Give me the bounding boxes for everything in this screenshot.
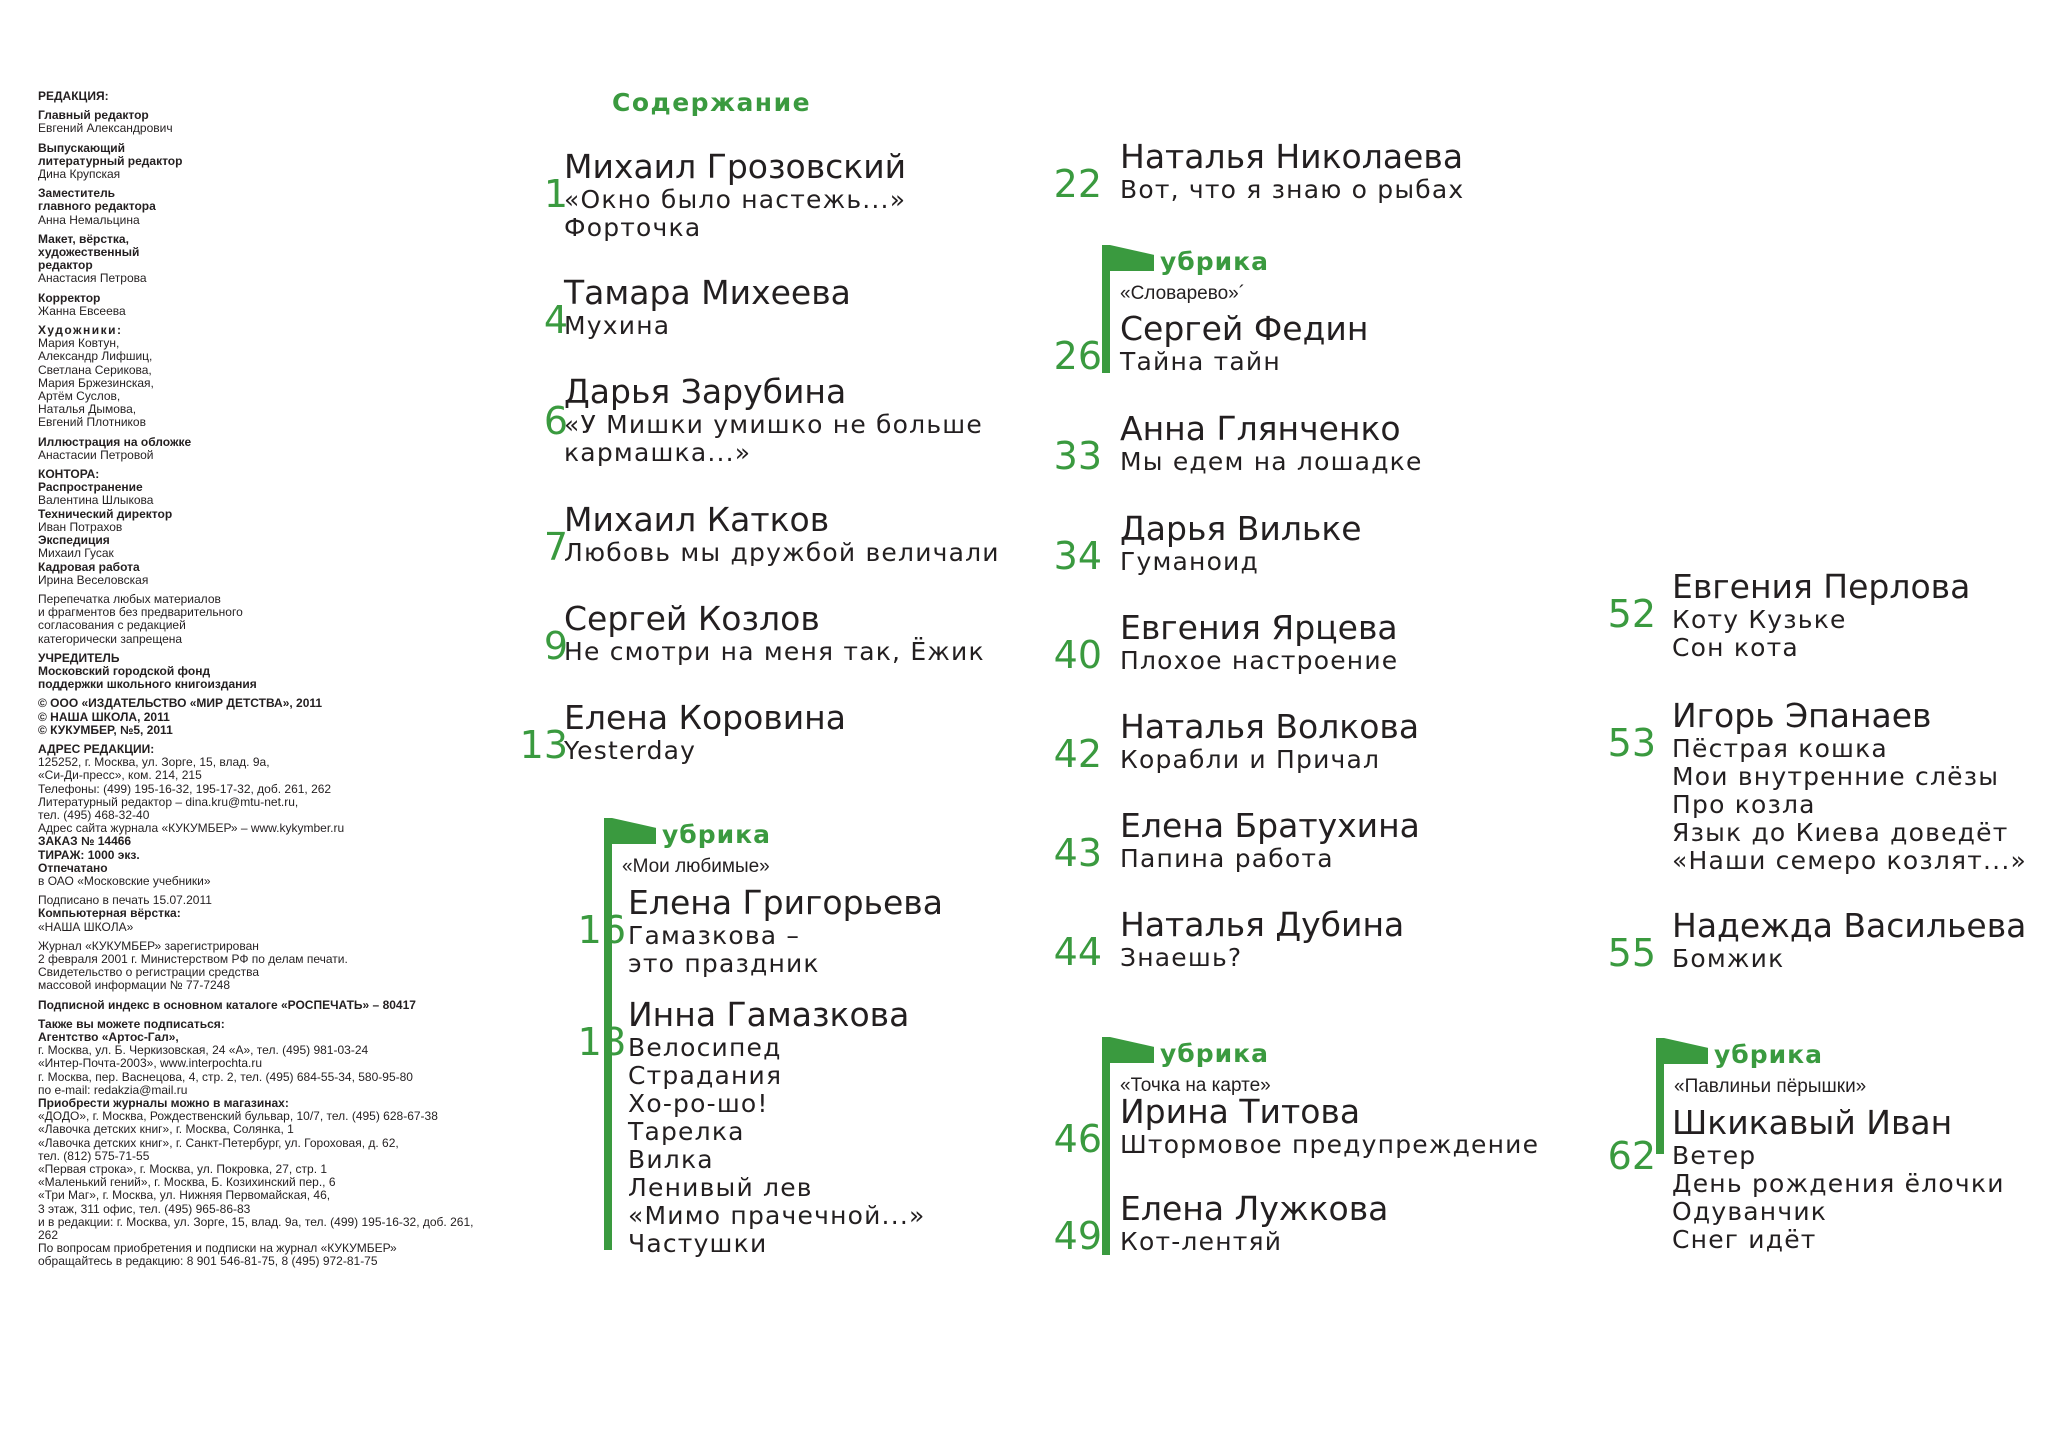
author-name: Наталья Волкова <box>1120 707 1420 746</box>
work-title: Корабли и Причал <box>1120 745 1381 774</box>
imprint-line: Адрес сайта журнала «КУКУМБЕР» – www.kykymber.ru <box>38 821 345 836</box>
page-number: 49 <box>1053 1214 1102 1258</box>
imprint-line: Перепечатка любых материалов <box>38 591 221 606</box>
imprint-line: г. Москва, пер. Васнецова, 4, стр. 2, тел. (495) 684-55-34, 580-95-80 <box>38 1069 413 1084</box>
work-title: Штормовое предупреждение <box>1120 1130 1540 1159</box>
page-number: 40 <box>1053 633 1102 677</box>
imprint-heading: Московский городской фонд <box>38 663 211 678</box>
page-number: 52 <box>1607 592 1656 636</box>
flag-pole <box>1656 1038 1664 1154</box>
work-title: Плохое настроение <box>1120 646 1399 675</box>
author-name: Наталья Дубина <box>1120 905 1405 944</box>
work-title: Знаешь? <box>1120 943 1243 972</box>
work-title: Мы едем на лошадке <box>1120 447 1423 476</box>
work-title: кармашка...» <box>564 438 752 467</box>
author-name: Инна Гамазкова <box>628 995 910 1034</box>
page-number: 9 <box>543 624 568 668</box>
page-number: 33 <box>1053 434 1102 478</box>
imprint-line: и фрагментов без предварительного <box>38 605 243 620</box>
page-number: 16 <box>577 908 626 952</box>
author-name: Елена Григорьева <box>628 883 943 922</box>
imprint-heading: главного редактора <box>38 199 156 214</box>
author-name: Дарья Вильке <box>1120 509 1362 548</box>
flag-pole <box>1102 245 1110 373</box>
author-name: Сергей Козлов <box>564 599 820 638</box>
imprint-line: «Интер-Почта-2003», www.interpochta.ru <box>38 1056 263 1071</box>
imprint-block <box>38 436 528 462</box>
page-number: 18 <box>577 1020 626 1064</box>
imprint-block <box>38 324 528 430</box>
imprint-line: Анастасии Петровой <box>38 447 154 462</box>
page-number: 22 <box>1053 162 1102 206</box>
work-title: Хо-ро-шо! <box>628 1089 769 1118</box>
imprint-line: Анастасия Петрова <box>38 271 147 286</box>
imprint-line: 262 <box>38 1228 59 1243</box>
author-name: Шкикавый Иван <box>1672 1103 1953 1142</box>
author-name: Надежда Васильева <box>1672 906 2027 945</box>
work-title: Ветер <box>1672 1141 1757 1170</box>
imprint-line: обращайтесь в редакцию: 8 901 546-81-75, 8 (495) 972-81-75 <box>38 1254 378 1269</box>
imprint-line: Наталья Дымова, <box>38 402 137 417</box>
imprint-line: Дина Крупская <box>38 167 121 182</box>
imprint-line: согласования с редакцией <box>38 618 186 633</box>
imprint-line: «ДОДО», г. Москва, Рождественский бульвар, 10/7, тел. (495) 628-67-38 <box>38 1109 438 1124</box>
author-name: Михаил Грозовский <box>564 147 907 186</box>
imprint-line: Евгений Александрович <box>38 121 173 136</box>
author-name: Наталья Николаева <box>1120 137 1464 176</box>
rubric-label: убрика <box>1160 247 1270 276</box>
imprint-line: «Лавочка детских книг», г. Санкт-Петербург, ул. Гороховая, д. 62, <box>38 1135 399 1150</box>
work-title: Тайна тайн <box>1120 347 1281 376</box>
imprint-line: Свидетельство о регистрации средства <box>38 965 260 980</box>
imprint-line: по e-mail: redakzia@mail.ru <box>38 1082 188 1097</box>
page-number: 26 <box>1053 334 1102 378</box>
imprint-line: Телефоны: (499) 195-16-32, 195-17-32, доб. 261, 262 <box>38 781 332 796</box>
imprint-line: категорически запрещена <box>38 631 183 646</box>
imprint-heading: © КУКУМБЕР, №5, 2011 <box>38 722 173 737</box>
imprint-line: 125252, г. Москва, ул. Зорге, 15, влад. 9а, <box>38 755 270 770</box>
imprint-heading: Экспедиция <box>38 533 110 548</box>
imprint-line: «Три Маг», г. Москва, ул. Нижняя Первомайская, 46, <box>38 1188 331 1203</box>
author-name: Сергей Федин <box>1120 309 1369 348</box>
work-title: Вот, что я знаю о рыбах <box>1120 175 1465 204</box>
imprint-line: Анна Немальцина <box>38 212 140 227</box>
imprint-heading: Заместитель <box>38 186 116 201</box>
imprint-block <box>38 90 528 103</box>
work-title: Язык до Киева доведёт <box>1672 818 2009 847</box>
author-name: Игорь Эпанаев <box>1672 696 1932 735</box>
work-title: Велосипед <box>628 1033 782 1062</box>
rubric-name: «Точка на карте» <box>1120 1075 1271 1096</box>
author-name: Тамара Михеева <box>564 273 851 312</box>
imprint-line: По вопросам приобретения и подписки на журнал «КУКУМБЕР» <box>38 1241 397 1256</box>
imprint-block <box>38 697 528 737</box>
imprint-heading: Отпечатано <box>38 860 108 875</box>
page-number: 62 <box>1607 1134 1656 1178</box>
imprint-line: «Первая строка», г. Москва, ул. Покровка, 27, стр. 1 <box>38 1162 328 1177</box>
work-title: «Мимо прачечной...» <box>628 1201 926 1230</box>
page-number: 55 <box>1607 931 1656 975</box>
flag-icon <box>1110 1037 1154 1063</box>
page-number: 34 <box>1053 534 1102 578</box>
imprint-line: и в редакции: г. Москва, ул. Зорге, 15, влад. 9а, тел. (499) 195-16-32, доб. 261, <box>38 1214 474 1229</box>
flag-icon <box>612 818 656 844</box>
flag-pole <box>1102 1037 1110 1255</box>
work-title: Любовь мы дружбой величали <box>564 538 1000 567</box>
author-name: Елена Лужкова <box>1120 1189 1389 1228</box>
rubric-label: убрика <box>1714 1040 1824 1069</box>
work-title: Мои внутренние слёзы <box>1672 762 2000 791</box>
page-number: 43 <box>1053 831 1102 875</box>
imprint-heading: Технический директор <box>38 506 173 521</box>
work-title: Кот-лентяй <box>1120 1227 1283 1256</box>
page-number: 1 <box>543 172 568 216</box>
imprint-block <box>38 468 528 587</box>
work-title: Снег идёт <box>1672 1225 1817 1254</box>
imprint-line: Мария Ковтун, <box>38 336 120 351</box>
imprint-column <box>38 90 528 1275</box>
imprint-line: «Си-Ди-пресс», ком. 214, 215 <box>38 768 202 783</box>
page-number: 4 <box>543 298 568 342</box>
imprint-line: 3 этаж, 311 офис, тел. (495) 965-86-83 <box>38 1201 251 1216</box>
imprint-block <box>38 292 528 318</box>
work-title: Про козла <box>1672 790 1816 819</box>
page-number: 42 <box>1053 732 1102 776</box>
work-title: «Наши семеро козлят...» <box>1672 846 2027 875</box>
imprint-heading: ТИРАЖ: 1000 экз. <box>38 847 140 862</box>
imprint-line: «НАША ШКОЛА» <box>38 919 134 934</box>
contents-title: Содержание <box>612 88 812 117</box>
work-title: «Окно было настежь...» <box>564 185 907 214</box>
work-title: Форточка <box>564 213 702 242</box>
imprint-block <box>38 999 528 1012</box>
work-title: Пёстрая кошка <box>1672 734 1888 763</box>
author-name: Елена Коровина <box>564 698 846 737</box>
work-title: Частушки <box>628 1229 768 1258</box>
imprint-heading: ЗАКАЗ № 14466 <box>38 834 132 849</box>
imprint-line: Михаил Гусак <box>38 546 114 561</box>
imprint-line: Александр Лифшиц, <box>38 349 153 364</box>
imprint-line: в ОАО «Московские учебники» <box>38 873 211 888</box>
imprint-heading: художественный <box>38 245 140 260</box>
imprint-heading: Выпускающий <box>38 140 126 155</box>
work-title: это праздник <box>628 949 820 978</box>
imprint-block <box>38 142 528 182</box>
imprint-heading: Главный редактор <box>38 108 149 123</box>
imprint-line: Артём Суслов, <box>38 389 121 404</box>
page-number: 46 <box>1053 1117 1102 1161</box>
imprint-heading: © ООО «ИЗДАТЕЛЬСТВО «МИР ДЕТСТВА», 2011 <box>38 696 323 711</box>
imprint-line: тел. (812) 575-71-55 <box>38 1148 150 1163</box>
author-name: Ирина Титова <box>1120 1092 1361 1131</box>
author-name: Елена Братухина <box>1120 806 1420 845</box>
author-name: Анна Глянченко <box>1120 409 1401 448</box>
imprint-block <box>38 109 528 135</box>
imprint-block <box>38 652 528 692</box>
imprint-heading: РЕДАКЦИЯ: <box>38 89 109 103</box>
imprint-line: тел. (495) 468-32-40 <box>38 807 150 822</box>
imprint-block <box>38 940 528 993</box>
author-name: Евгения Перлова <box>1672 567 1971 606</box>
imprint-heading: Иллюстрация на обложке <box>38 434 192 449</box>
imprint-heading: Подписной индекс в основном каталоге «РОСПЕЧАТЬ» – 80417 <box>38 997 416 1012</box>
imprint-heading: Агентство «Артос-Гал», <box>38 1030 179 1044</box>
imprint-heading: литературный редактор <box>38 153 183 168</box>
imprint-heading: Компьютерная вёрстка: <box>38 906 181 921</box>
imprint-block <box>38 593 528 646</box>
imprint-line: Ирина Веселовская <box>38 572 149 587</box>
work-title: Коту Кузьке <box>1672 605 1847 634</box>
work-title: Одуванчик <box>1672 1197 1828 1226</box>
imprint-line: Подписано в печать 15.07.2011 <box>38 893 212 908</box>
flag-icon <box>1664 1038 1708 1064</box>
imprint-heading: УЧРЕДИТЕЛЬ <box>38 650 120 665</box>
page-number: 13 <box>519 723 568 767</box>
work-title: Бомжик <box>1672 944 1785 973</box>
work-title: Гуманоид <box>1120 547 1259 576</box>
imprint-block <box>38 233 528 286</box>
imprint-heading: редактор <box>38 258 93 273</box>
imprint-line: Иван Потрахов <box>38 519 123 534</box>
imprint-line: 2 февраля 2001 г. Министерством РФ по делам печати. <box>38 951 348 966</box>
imprint-line: Мария Бржезинская, <box>38 375 154 390</box>
imprint-heading: Корректор <box>38 290 101 305</box>
page-number: 7 <box>543 525 568 569</box>
work-title: «У Мишки умишко не больше <box>564 410 983 439</box>
rubric-label: убрика <box>662 820 772 849</box>
rubric-name: «Мои любимые» <box>622 856 770 877</box>
page-number: 44 <box>1053 930 1102 974</box>
imprint-line: г. Москва, ул. Б. Черкизовская, 24 «А», тел. (495) 981-03-24 <box>38 1043 369 1058</box>
imprint-heading: Также вы можете подписаться: <box>38 1016 225 1031</box>
page-number: 6 <box>543 399 568 443</box>
imprint-block <box>38 187 528 227</box>
rubric-label: убрика <box>1160 1039 1270 1068</box>
imprint-line: Жанна Евсеева <box>38 303 126 318</box>
imprint-heading: АДРЕС РЕДАКЦИИ: <box>38 741 155 756</box>
imprint-line: массовой информации № 77-7248 <box>38 978 231 993</box>
work-title: Ленивый лев <box>628 1173 813 1202</box>
imprint-heading: Приобрести журналы можно в магазинах: <box>38 1096 289 1111</box>
imprint-line: «Маленький гений», г. Москва, Б. Козихинский пер., 6 <box>38 1175 336 1190</box>
imprint-line: Евгений Плотников <box>38 415 146 430</box>
author-name: Михаил Катков <box>564 500 830 539</box>
imprint-heading: Макет, вёрстка, <box>38 231 129 246</box>
imprint-block <box>38 1018 528 1269</box>
work-title: Yesterday <box>564 736 697 765</box>
rubric-name: «Словарево»´ <box>1120 283 1246 304</box>
work-title: Вилка <box>628 1145 714 1174</box>
imprint-line: Журнал «КУКУМБЕР» зарегистрирован <box>38 938 259 953</box>
imprint-heading: © НАША ШКОЛА, 2011 <box>38 709 170 724</box>
imprint-heading: Распространение <box>38 480 143 495</box>
imprint-line: Светлана Серикова, <box>38 362 152 377</box>
imprint-line: «Лавочка детских книг», г. Москва, Солянка, 1 <box>38 1122 294 1137</box>
work-title: Тарелка <box>628 1117 745 1146</box>
work-title: Папина работа <box>1120 844 1334 873</box>
work-title: Гамазкова – <box>628 921 801 950</box>
imprint-line: Валентина Шлыкова <box>38 493 154 508</box>
imprint-line: Литературный редактор – dina.kru@mtu-net.ru, <box>38 794 299 809</box>
imprint-heading: поддержки школьного книгоиздания <box>38 677 257 692</box>
imprint-block <box>38 894 528 934</box>
work-title: Сон кота <box>1672 633 1799 662</box>
imprint-heading: Художники: <box>38 323 123 338</box>
flag-icon <box>1110 245 1154 271</box>
imprint-heading: КОНТОРА: <box>38 467 100 482</box>
page-number: 53 <box>1607 721 1656 765</box>
author-name: Дарья Зарубина <box>564 372 847 411</box>
work-title: Страдания <box>628 1061 783 1090</box>
imprint-heading: Кадровая работа <box>38 559 140 574</box>
work-title: Не смотри на меня так, Ёжик <box>564 637 985 666</box>
rubric-name: «Павлиньи пёрышки» <box>1674 1076 1867 1097</box>
work-title: Мухина <box>564 311 671 340</box>
work-title: День рождения ёлочки <box>1672 1169 2005 1198</box>
author-name: Евгения Ярцева <box>1120 608 1398 647</box>
imprint-block <box>38 743 528 888</box>
